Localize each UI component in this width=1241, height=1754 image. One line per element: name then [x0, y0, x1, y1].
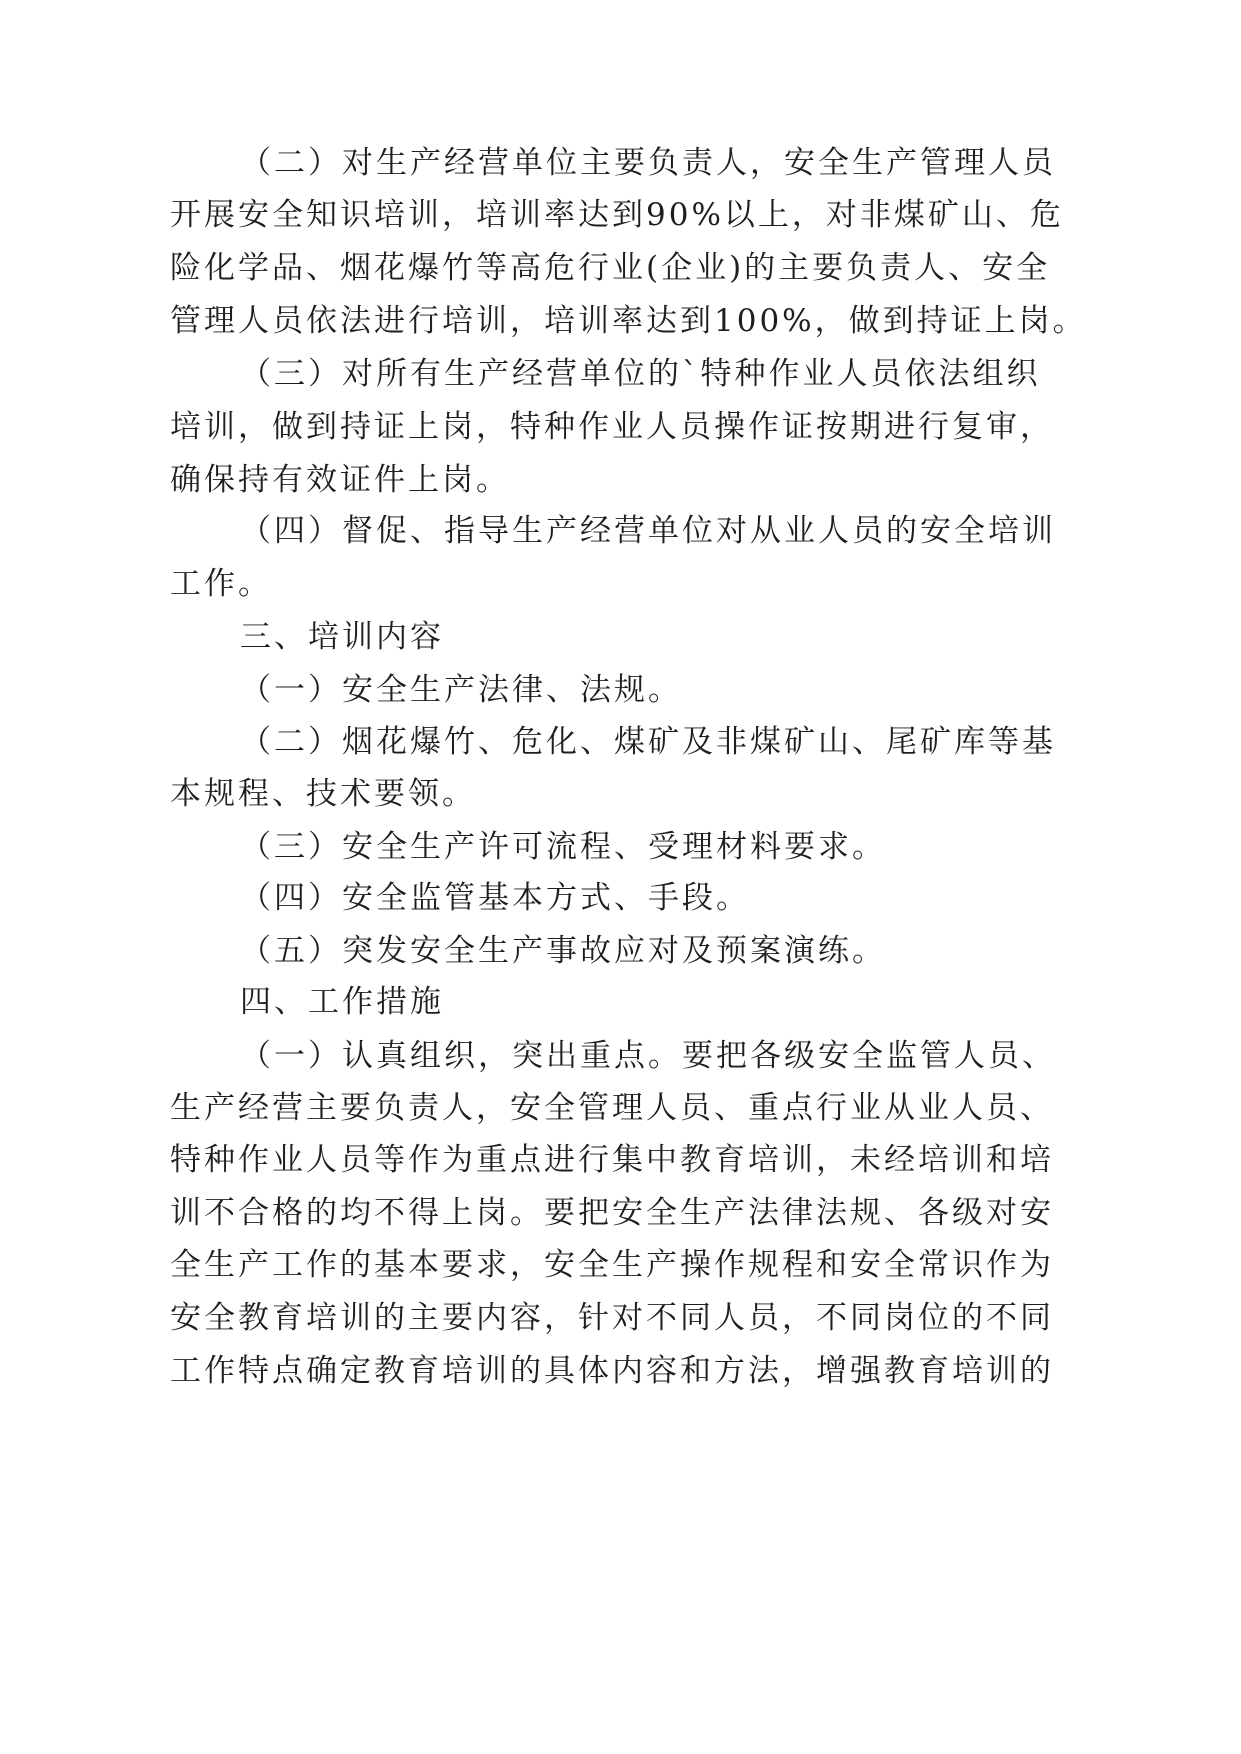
text-line: [0, 299, 1241, 343]
text-line: [0, 1138, 1241, 1182]
text-line-content: 确保持有效证件上岗。: [170, 462, 510, 498]
text-line: [0, 1349, 1241, 1393]
text-line-content: 险化学品、烟花爆竹等高危行业(企业)的主要负责人、安全: [170, 250, 1051, 286]
text-line-content: （二）烟花爆竹、危化、煤矿及非煤矿山、尾矿库等基: [240, 724, 1056, 760]
text-line: [0, 1034, 1241, 1078]
text-line: [0, 876, 1241, 920]
text-line: [0, 1191, 1241, 1235]
text-line: [0, 772, 1241, 816]
text-line-content: 三、培训内容: [240, 619, 444, 655]
text-line: [0, 1243, 1241, 1287]
text-line: [0, 246, 1241, 290]
text-line: [0, 668, 1241, 712]
text-line: [0, 825, 1241, 869]
text-line-content: 培训，做到持证上岗，特种作业人员操作证按期进行复审，: [170, 409, 1054, 445]
text-line: [0, 458, 1241, 502]
text-line: [0, 929, 1241, 973]
text-line: [0, 141, 1241, 185]
text-line-content: 生产经营主要负责人，安全管理人员、重点行业从业人员、: [170, 1090, 1054, 1126]
text-line-content: （三）对所有生产经营单位的`特种作业人员依法组织: [240, 356, 1041, 392]
text-line-content: （一）安全生产法律、法规。: [240, 672, 682, 708]
text-line: [0, 193, 1241, 237]
text-line-content: （一）认真组织，突出重点。要把各级安全监管人员、: [240, 1038, 1056, 1074]
text-line-content: （四）督促、指导生产经营单位对从业人员的安全培训: [240, 513, 1056, 549]
text-line-content: 本规程、技术要领。: [170, 776, 476, 812]
text-line-content: 管理人员依法进行培训，培训率达到100%，做到持证上岗。: [170, 303, 1087, 339]
text-line-content: （二）对生产经营单位主要负责人，安全生产管理人员: [240, 145, 1056, 181]
text-line: [0, 720, 1241, 764]
text-line: [0, 1086, 1241, 1130]
text-line: [0, 1296, 1241, 1340]
text-line-content: 工作。: [170, 566, 272, 602]
text-line-content: 全生产工作的基本要求，安全生产操作规程和安全常识作为: [170, 1247, 1054, 1283]
text-line: [0, 352, 1241, 396]
text-line-content: （四）安全监管基本方式、手段。: [240, 880, 750, 916]
text-line-content: 特种作业人员等作为重点进行集中教育培训，未经培训和培: [170, 1142, 1054, 1178]
text-line: [0, 980, 1241, 1024]
text-line: [0, 615, 1241, 659]
text-line: [0, 509, 1241, 553]
text-line-content: 四、工作措施: [240, 984, 444, 1020]
text-line-content: 开展安全知识培训，培训率达到90%以上，对非煤矿山、危: [170, 197, 1064, 233]
text-line: [0, 405, 1241, 449]
text-line-content: （五）突发安全生产事故应对及预案演练。: [240, 933, 886, 969]
text-line-content: 工作特点确定教育培训的具体内容和方法，增强教育培训的: [170, 1353, 1054, 1389]
text-line-content: 训不合格的均不得上岗。要把安全生产法律法规、各级对安: [170, 1195, 1054, 1231]
text-line: [0, 562, 1241, 606]
text-line-content: （三）安全生产许可流程、受理材料要求。: [240, 829, 886, 865]
text-line-content: 安全教育培训的主要内容，针对不同人员，不同岗位的不同: [170, 1300, 1054, 1336]
